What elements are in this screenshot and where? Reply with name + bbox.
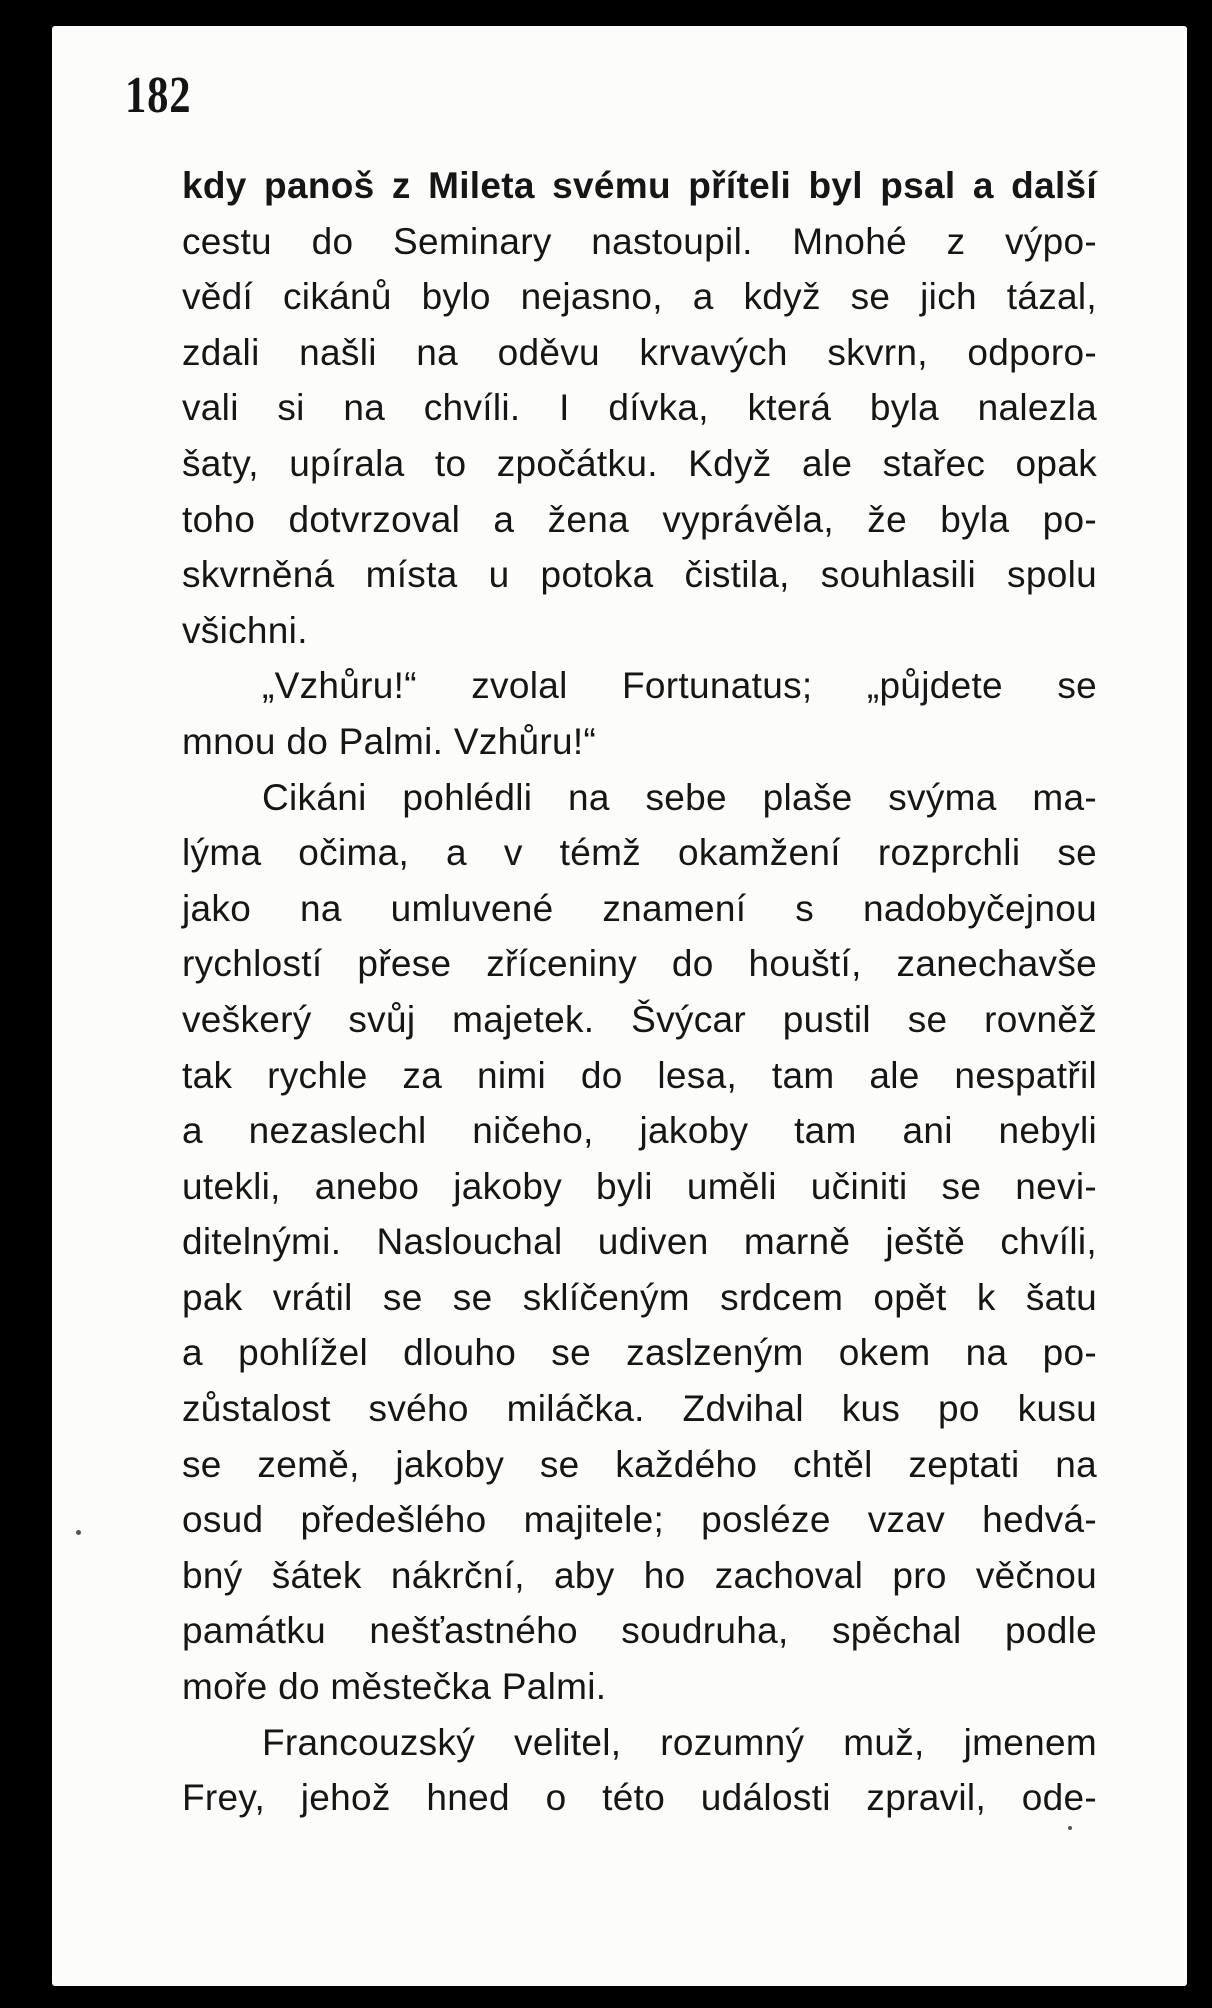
scan-speck	[1068, 1826, 1072, 1830]
text-line: Francouzský velitel, rozumný muž, jmenem	[262, 1721, 1097, 1763]
text-line: veškerý svůj majetek. Švýcar pustil se rovněž	[182, 998, 1097, 1040]
scan-speck	[76, 1530, 81, 1535]
text-line: Cikáni pohlédli na sebe plaše svýma ma-	[262, 776, 1097, 818]
text-line: všichni.	[182, 609, 308, 651]
text-line: památku nešťastného soudruha, spěchal podle	[182, 1610, 1097, 1652]
page-number: 182	[125, 67, 192, 124]
text-line: vali si na chvíli. I dívka, která byla nalezla	[182, 387, 1097, 429]
text-line: šaty, upírala to zpočátku. Když ale stařec opak	[182, 442, 1097, 484]
text-line: Frey, jehož hned o této události zpravil, ode-	[182, 1777, 1097, 1819]
text-line: rychlostí přese zříceniny do houští, zanechavše	[182, 943, 1097, 985]
text-line: zůstalost svého miláčka. Zdvihal kus po kusu	[182, 1388, 1097, 1430]
text-line: cestu do Seminary nastoupil. Mnohé z výpo-	[182, 220, 1097, 262]
text-line: lýma očima, a v témž okamžení rozprchli se	[182, 832, 1097, 874]
text-line: jako na umluvené znamení s nadobyčejnou	[182, 887, 1097, 929]
text-line: vědí cikánů bylo nejasno, a když se jich tázal,	[182, 276, 1097, 318]
text-line: se země, jakoby se každého chtěl zeptati na	[182, 1443, 1097, 1485]
text-line: „Vzhůru!“ zvolal Fortunatus; „půjdete se	[262, 665, 1097, 707]
text-line: zdali našli na oděvu krvavých skvrn, odporo-	[182, 331, 1097, 373]
text-line: osud předešlého majitele; posléze vzav hedvá-	[182, 1499, 1097, 1541]
text-line: ditelnými. Naslouchal udiven marně ještě chvíli,	[182, 1221, 1097, 1263]
text-line: tak rychle za nimi do lesa, tam ale nespatřil	[182, 1054, 1097, 1096]
body-text	[182, 158, 1097, 1826]
text-line: a nezaslechl ničeho, jakoby tam ani nebyli	[182, 1110, 1097, 1152]
text-line: pak vrátil se se sklíčeným srdcem opět k šatu	[182, 1276, 1097, 1318]
text-line: moře do městečka Palmi.	[182, 1666, 607, 1708]
text-line: mnou do Palmi. Vzhůru!“	[182, 720, 597, 762]
text-line: bný šátek nákrční, aby ho zachoval pro věčnou	[182, 1554, 1097, 1596]
text-line: skvrněná místa u potoka čistila, souhlasili spolu	[182, 554, 1097, 596]
text-line: utekli, anebo jakoby byli uměli učiniti se nevi-	[182, 1165, 1097, 1207]
text-line: a pohlížel dlouho se zaslzeným okem na po-	[182, 1332, 1097, 1374]
text-line: toho dotvrzoval a žena vyprávěla, že byla po-	[182, 498, 1097, 540]
text-line: kdy panoš z Mileta svému příteli byl psal a další	[182, 165, 1097, 206]
